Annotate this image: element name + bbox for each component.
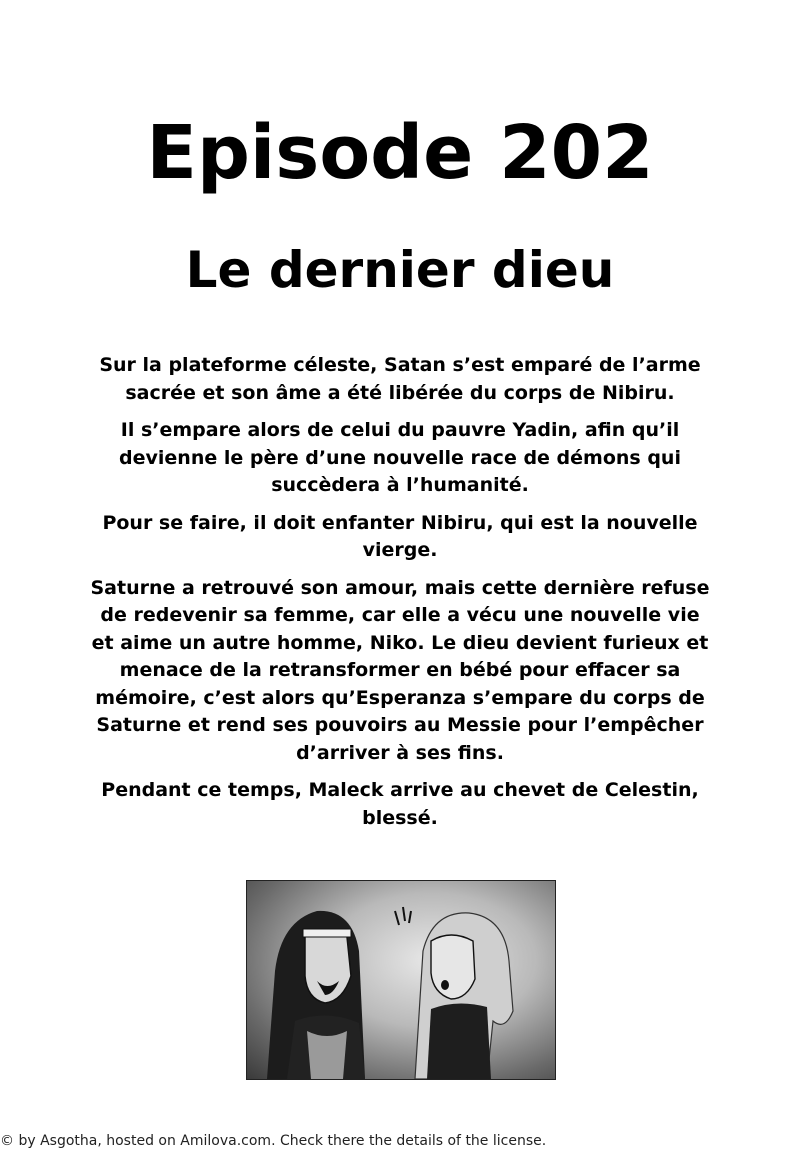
surprise-mark-icon — [395, 907, 411, 925]
right-character-body — [427, 1003, 491, 1079]
episode-summary — [90, 352, 710, 842]
summary-paragraph-5: Pendant ce temps, Maleck arrive au chevet de Celestin, blessé. — [101, 779, 699, 829]
license-footer: © by Asgotha, hosted on Amilova.com. Check there the details of the license. — [0, 1133, 547, 1149]
right-character-mouth — [441, 980, 449, 990]
summary-paragraph-2: Il s’empare alors de celui du pauvre Yadin, afin qu’il devienne le père d’une nouvelle race de démons qui succèdera à l’humanité. — [119, 419, 681, 496]
episode-subtitle: Le dernier dieu — [185, 241, 615, 299]
left-character-chest — [307, 1031, 347, 1079]
comic-panel-image — [246, 880, 556, 1080]
summary-paragraph-4: Saturne a retrouvé son amour, mais cette dernière refuse de redevenir sa femme, car elle a vécu une nouvelle vie et aime un autre homme, Niko. Le dieu devient furieux et menace de la retransformer en bébé pour effacer sa mémoire, c’est alors qu’Esperanza s’empare du corps de Saturne et rend ses pouvoirs au Messie pour l’empêcher d’arriver à ses fins. — [90, 576, 710, 764]
episode-title: Episode 202 — [146, 110, 654, 196]
comic-panel-illustration — [247, 881, 555, 1079]
left-character-headband — [303, 929, 351, 937]
right-character-face — [431, 935, 475, 999]
summary-paragraph-1: Sur la plateforme céleste, Satan s’est emparé de l’arme sacrée et son âme a été libérée du corps de Nibiru. — [99, 354, 701, 404]
summary-paragraph-3: Pour se faire, il doit enfanter Nibiru, qui est la nouvelle vierge. — [102, 511, 698, 561]
